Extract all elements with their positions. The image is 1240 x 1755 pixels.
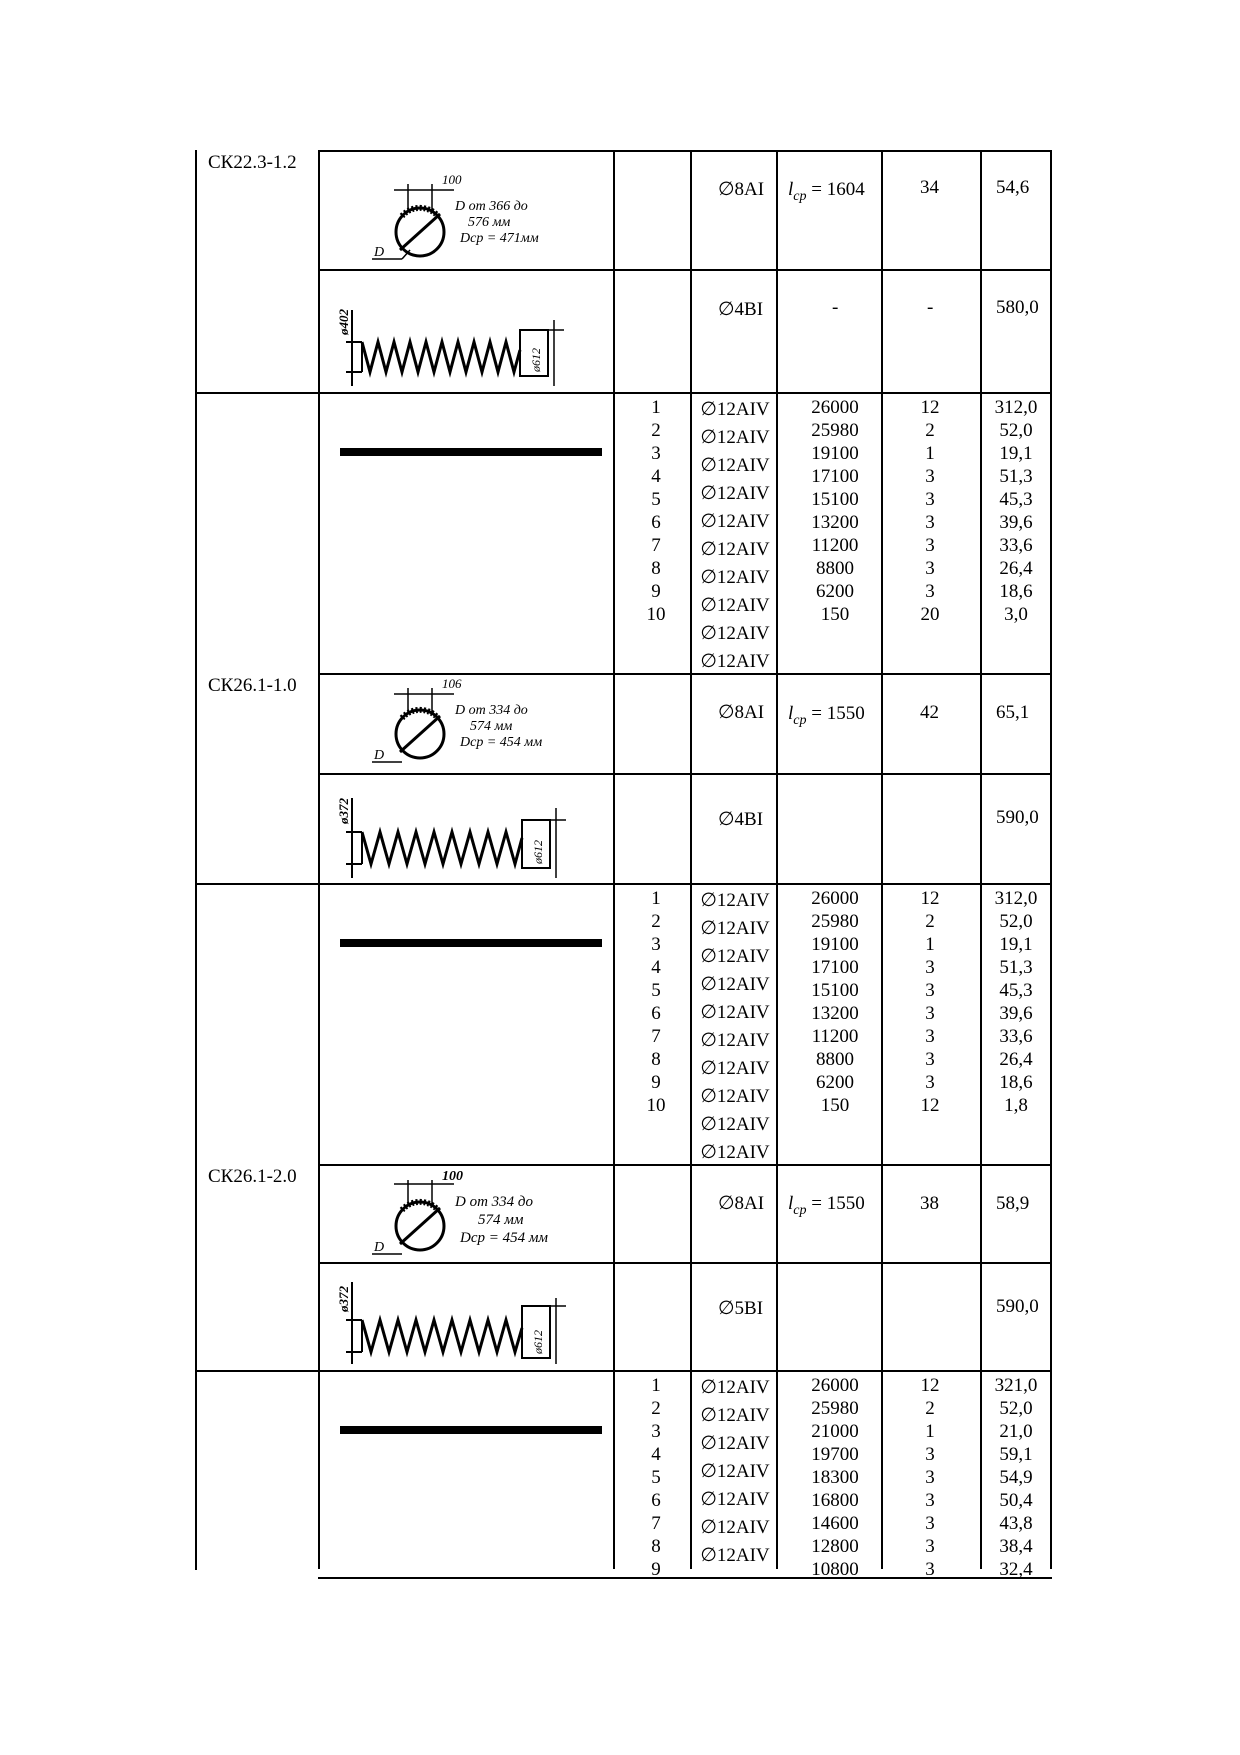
positions-list: 1 2 3 4 5 6 7 8 9 — [651, 1375, 661, 1580]
spiral-diameter: ∅8AI — [718, 1193, 765, 1214]
col-sep-1 — [318, 150, 320, 1569]
counts-list: 12 2 1 3 3 3 3 3 3 12 — [920, 888, 940, 1116]
spiral-range-1: D от 366 до — [455, 199, 528, 214]
coil-d-right: ø612 — [529, 348, 543, 372]
lengths-list: 26000 25980 19100 17100 15100 13200 11200 8800 6200 150 — [811, 397, 859, 625]
rod-drawing — [340, 939, 602, 947]
coil-d-left: ø372 — [336, 798, 351, 824]
coil-diameter: ∅5BI — [718, 1298, 764, 1319]
masses-list: 312,0 52,0 19,1 51,3 45,3 39,6 33,6 26,4 18,6 1,8 — [994, 888, 1038, 1116]
row-line-7 — [318, 1262, 1052, 1264]
spiral-drawing — [330, 678, 600, 770]
spiral-range-2: 574 мм — [470, 719, 513, 734]
spiral-count: 34 — [920, 177, 939, 198]
spiral-mean: Dср = 454 мм — [460, 735, 543, 750]
spiral-range-2: 576 мм — [468, 215, 511, 230]
spiral-diameter: ∅8AI — [718, 179, 765, 200]
lengths-list: 26000 25980 19100 17100 15100 13200 11200 8800 6200 150 — [811, 888, 859, 1116]
spiral-mass: 54,6 — [996, 177, 1030, 198]
length-value: = 1604 — [811, 179, 865, 200]
masses-list: 321,0 52,0 21,0 59,1 54,9 50,4 43,8 38,4 32,4 — [994, 1375, 1038, 1580]
spiral-drawing — [330, 172, 600, 268]
diameters-list: ∅12AIV ∅12AIV ∅12AIV ∅12AIV ∅12AIV ∅12AIV ∅12AIV ∅12AIV ∅12AIV ∅12AIV — [700, 890, 770, 1163]
spiral-drawing — [330, 1168, 600, 1262]
spiral-length — [788, 702, 865, 732]
spiral-d-letter: D — [374, 245, 385, 260]
spiral-range-1: D от 334 до — [455, 1194, 534, 1210]
length-value: = 1550 — [811, 1193, 865, 1214]
length-sub: ср — [793, 188, 807, 204]
masses-list: 312,0 52,0 19,1 51,3 45,3 39,6 33,6 26,4 18,6 3,0 — [994, 397, 1038, 625]
spiral-mean: Dср = 471мм — [460, 231, 539, 246]
spiral-mean: Dср = 454 мм — [460, 1230, 549, 1246]
coil-drawing — [336, 1268, 605, 1368]
row-line-3 — [318, 673, 1052, 675]
coil-diameter: ∅4BI — [718, 809, 764, 830]
coil-length: - — [832, 297, 839, 318]
length-value: = 1550 — [811, 703, 865, 724]
spiral-count: 42 — [920, 702, 939, 723]
spiral-range-1: D от 334 до — [455, 703, 528, 718]
row-line-1 — [318, 269, 1052, 271]
spiral-pitch: 100 — [442, 1169, 463, 1184]
row-line-top — [318, 150, 1052, 152]
diameters-list: ∅12AIV ∅12AIV ∅12AIV ∅12AIV ∅12AIV ∅12AIV ∅12AIV ∅12AIV ∅12AIV ∅12AIV — [700, 399, 770, 672]
rod-drawing — [340, 448, 602, 456]
spiral-pitch: 100 — [442, 172, 462, 187]
counts-list: 12 2 1 3 3 3 3 3 3 20 — [920, 397, 940, 625]
coil-count: - — [927, 297, 934, 318]
col-sep-7 — [1050, 150, 1052, 1569]
col-sep-6 — [980, 150, 982, 1569]
counts-list: 12 2 1 3 3 3 3 3 3 — [920, 1375, 940, 1580]
spiral-mass: 65,1 — [996, 702, 1030, 723]
positions-list: 1 2 3 4 5 6 7 8 9 10 — [646, 397, 666, 625]
spiral-pitch: 106 — [442, 676, 462, 691]
coil-d-right: ø612 — [531, 840, 545, 864]
mark-label: СК22.3-1.2 — [208, 152, 297, 173]
coil-drawing — [336, 778, 605, 882]
spiral-length — [788, 178, 865, 208]
row-line-6 — [318, 1164, 1052, 1166]
coil-mass: 590,0 — [996, 1296, 1039, 1317]
spiral-diameter: ∅8AI — [718, 702, 765, 723]
spiral-d-letter: D — [374, 748, 385, 763]
table-left-edge — [195, 150, 197, 1570]
length-label: l — [788, 179, 794, 200]
spiral-range-2: 574 мм — [478, 1212, 524, 1228]
diameters-list: ∅12AIV ∅12AIV ∅12AIV ∅12AIV ∅12AIV ∅12AIV ∅12AIV — [700, 1377, 770, 1566]
positions-list: 1 2 3 4 5 6 7 8 9 10 — [646, 888, 666, 1116]
col-sep-2 — [613, 150, 615, 1569]
row-line-4 — [318, 773, 1052, 775]
spiral-count: 38 — [920, 1193, 939, 1214]
mark-label: СК26.1-1.0 — [208, 675, 297, 696]
col-sep-5 — [881, 150, 883, 1569]
spiral-mass: 58,9 — [996, 1193, 1030, 1214]
length-sub: ср — [793, 1202, 807, 1218]
coil-drawing — [336, 290, 605, 390]
col-sep-3 — [690, 150, 692, 1569]
coil-mass: 580,0 — [996, 297, 1039, 318]
mark-label: СК26.1-2.0 — [208, 1166, 297, 1187]
spiral-d-letter: D — [374, 1240, 385, 1255]
spiral-length — [788, 1192, 865, 1222]
col-sep-4 — [776, 150, 778, 1569]
length-sub: ср — [793, 712, 807, 728]
row-line-2 — [195, 392, 1052, 394]
lengths-list: 26000 25980 21000 19700 18300 16800 14600 12800 10800 — [811, 1375, 859, 1580]
row-line-8 — [195, 1370, 1052, 1372]
coil-mass: 590,0 — [996, 807, 1039, 828]
coil-diameter: ∅4BI — [718, 299, 764, 320]
rod-drawing — [340, 1426, 602, 1434]
length-label: l — [788, 1193, 794, 1214]
coil-d-left: ø402 — [336, 309, 351, 335]
coil-d-right: ø612 — [531, 1330, 545, 1354]
length-label: l — [788, 703, 794, 724]
coil-d-left: ø372 — [336, 1286, 351, 1312]
row-line-5 — [195, 883, 1052, 885]
